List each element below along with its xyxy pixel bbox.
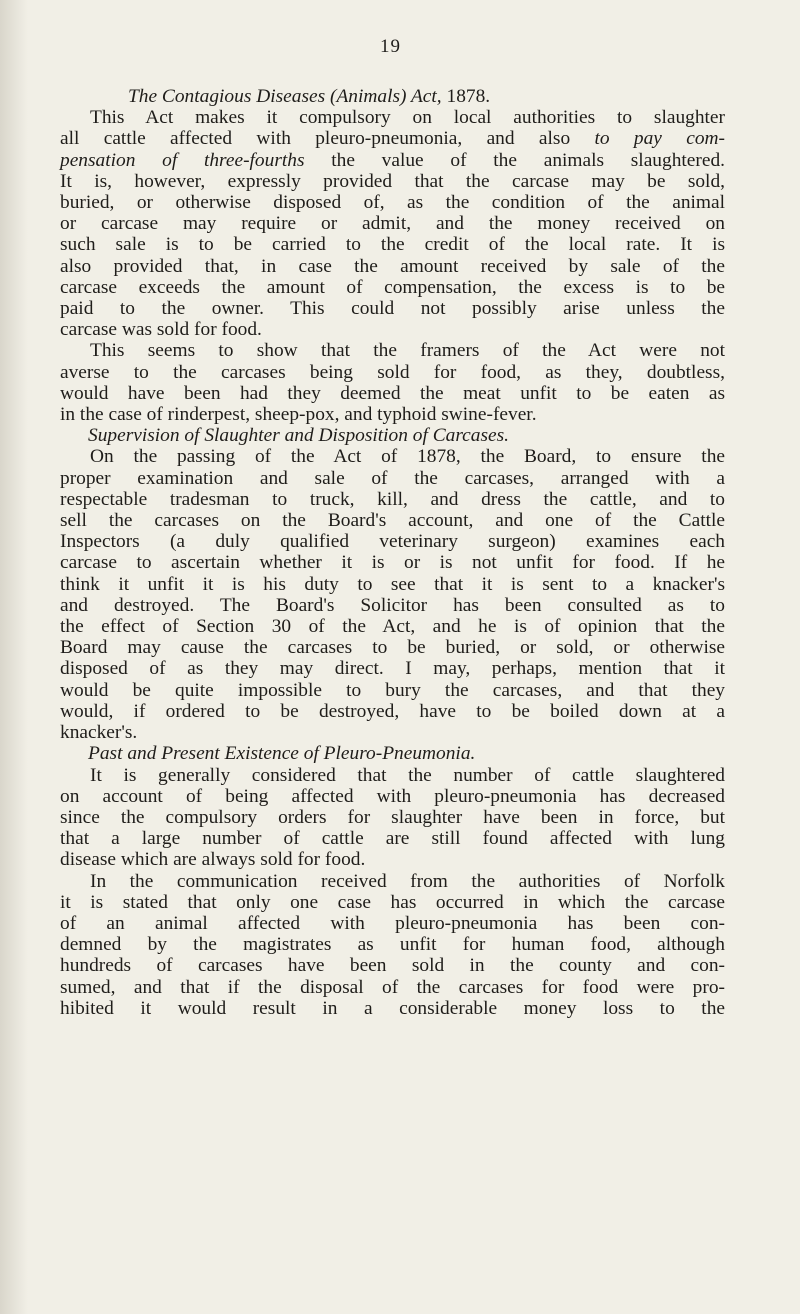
act-heading <box>60 86 725 107</box>
paragraph-line: respectable tradesman to truck, kill, and dress the cattle, and to <box>60 488 725 510</box>
paragraph-line: such sale is to be carried to the credit of the local rate. It is <box>60 234 725 256</box>
paragraph-line: This Act makes it compulsory on local authorities to slaughter <box>90 107 725 129</box>
paragraph-line: hundreds of carcases have been sold in the county and con- <box>60 955 725 977</box>
paragraph-line <box>60 150 725 171</box>
paragraph-line: the effect of Section 30 of the Act, and he is of opinion that the <box>60 616 725 638</box>
paragraph-line: Inspectors (a duly qualified veterinary surgeon) examines each <box>60 531 725 553</box>
paragraph-line: disposed of as they may direct. I may, perhaps, mention that it <box>60 658 725 680</box>
paragraph-line: think it unfit it is his duty to see that it is sent to a knacker's <box>60 573 725 595</box>
italic-phrase: pensation of three-fourths <box>60 149 305 171</box>
paragraph-line: averse to the carcases being sold for food, as they, doubtless, <box>60 361 725 383</box>
paragraph-line: knacker's. <box>60 722 138 744</box>
paragraph-line: buried, or otherwise disposed of, as the condition of the animal <box>60 192 725 214</box>
paragraph-line: carcase exceeds the amount of compensation, the excess is to be <box>60 276 725 298</box>
line-text: the value of the animals slaughtered. <box>304 149 725 171</box>
paragraph-line: that a large number of cattle are still found affected with lung <box>60 828 725 850</box>
paragraph-line: It is, however, expressly provided that the carcase may be sold, <box>60 170 725 192</box>
paragraph-line: hibited it would result in a considerable money loss to the <box>60 997 725 1019</box>
paragraph-line: This seems to show that the framers of the Act were not <box>90 340 725 362</box>
past-present-heading-text: Past and Present Existence of Pleuro-Pneumonia. <box>88 743 476 765</box>
page-number: 19 <box>380 36 401 57</box>
paragraph-line: on account of being affected with pleuro-pneumonia has decreased <box>60 785 725 807</box>
paragraph-line: sumed, and that if the disposal of the carcases for food were pro- <box>60 976 725 998</box>
paragraph-line: would, if ordered to be destroyed, have to be boiled down at a <box>60 700 725 722</box>
paragraph-line: would be quite impossible to bury the carcases, and that they <box>60 679 725 701</box>
act-heading-title: The Contagious Diseases (Animals) Act, <box>128 86 442 107</box>
paragraph-line: sell the carcases on the Board's account, and one of the Cattle <box>60 510 725 532</box>
paragraph-line: or carcase may require or admit, and the money received on <box>60 213 725 235</box>
paragraph-line: of an animal affected with pleuro-pneumonia has been con- <box>60 912 725 934</box>
paragraph-line: proper examination and sale of the carcases, arranged with a <box>60 467 725 489</box>
paragraph-line: in the case of rinderpest, sheep-pox, and typhoid swine-fever. <box>60 404 537 426</box>
paragraph-line: carcase was sold for food. <box>60 319 262 341</box>
past-present-heading <box>60 743 725 764</box>
italic-phrase: to pay com- <box>594 128 725 150</box>
paragraph-line: also provided that, in case the amount received by sale of the <box>60 255 725 277</box>
paragraph-line: carcase to ascertain whether it is or is not unfit for food. If he <box>60 552 725 574</box>
page-edge-shadow <box>0 0 28 1314</box>
body-text <box>60 86 725 1019</box>
supervision-heading-text: Supervision of Slaughter and Disposition of Carcases. <box>88 425 510 447</box>
supervision-heading <box>60 425 725 446</box>
paragraph-line: It is generally considered that the number of cattle slaughtered <box>90 764 725 786</box>
paragraph-line: it is stated that only one case has occurred in which the carcase <box>60 891 725 913</box>
paragraph-line: since the compulsory orders for slaughter have been in force, but <box>60 806 725 828</box>
paragraph-line: On the passing of the Act of 1878, the Board, to ensure the <box>90 446 725 468</box>
paragraph-line: paid to the owner. This could not possibly arise unless the <box>60 298 725 320</box>
paragraph-line: disease which are always sold for food. <box>60 849 366 871</box>
paragraph-line <box>60 128 725 149</box>
paragraph-line: and destroyed. The Board's Solicitor has been consulted as to <box>60 594 725 616</box>
line-text: all cattle affected with pleuro-pneumonia, and also <box>60 128 571 150</box>
paragraph-line: would have been had they deemed the meat unfit to be eaten as <box>60 382 725 404</box>
paragraph-line: In the communication received from the authorities of Norfolk <box>90 870 725 892</box>
paragraph-line: Board may cause the carcases to be buried, or sold, or otherwise <box>60 637 725 659</box>
act-heading-year: 1878. <box>441 86 491 107</box>
paragraph-line: demned by the magistrates as unfit for human food, although <box>60 934 725 956</box>
